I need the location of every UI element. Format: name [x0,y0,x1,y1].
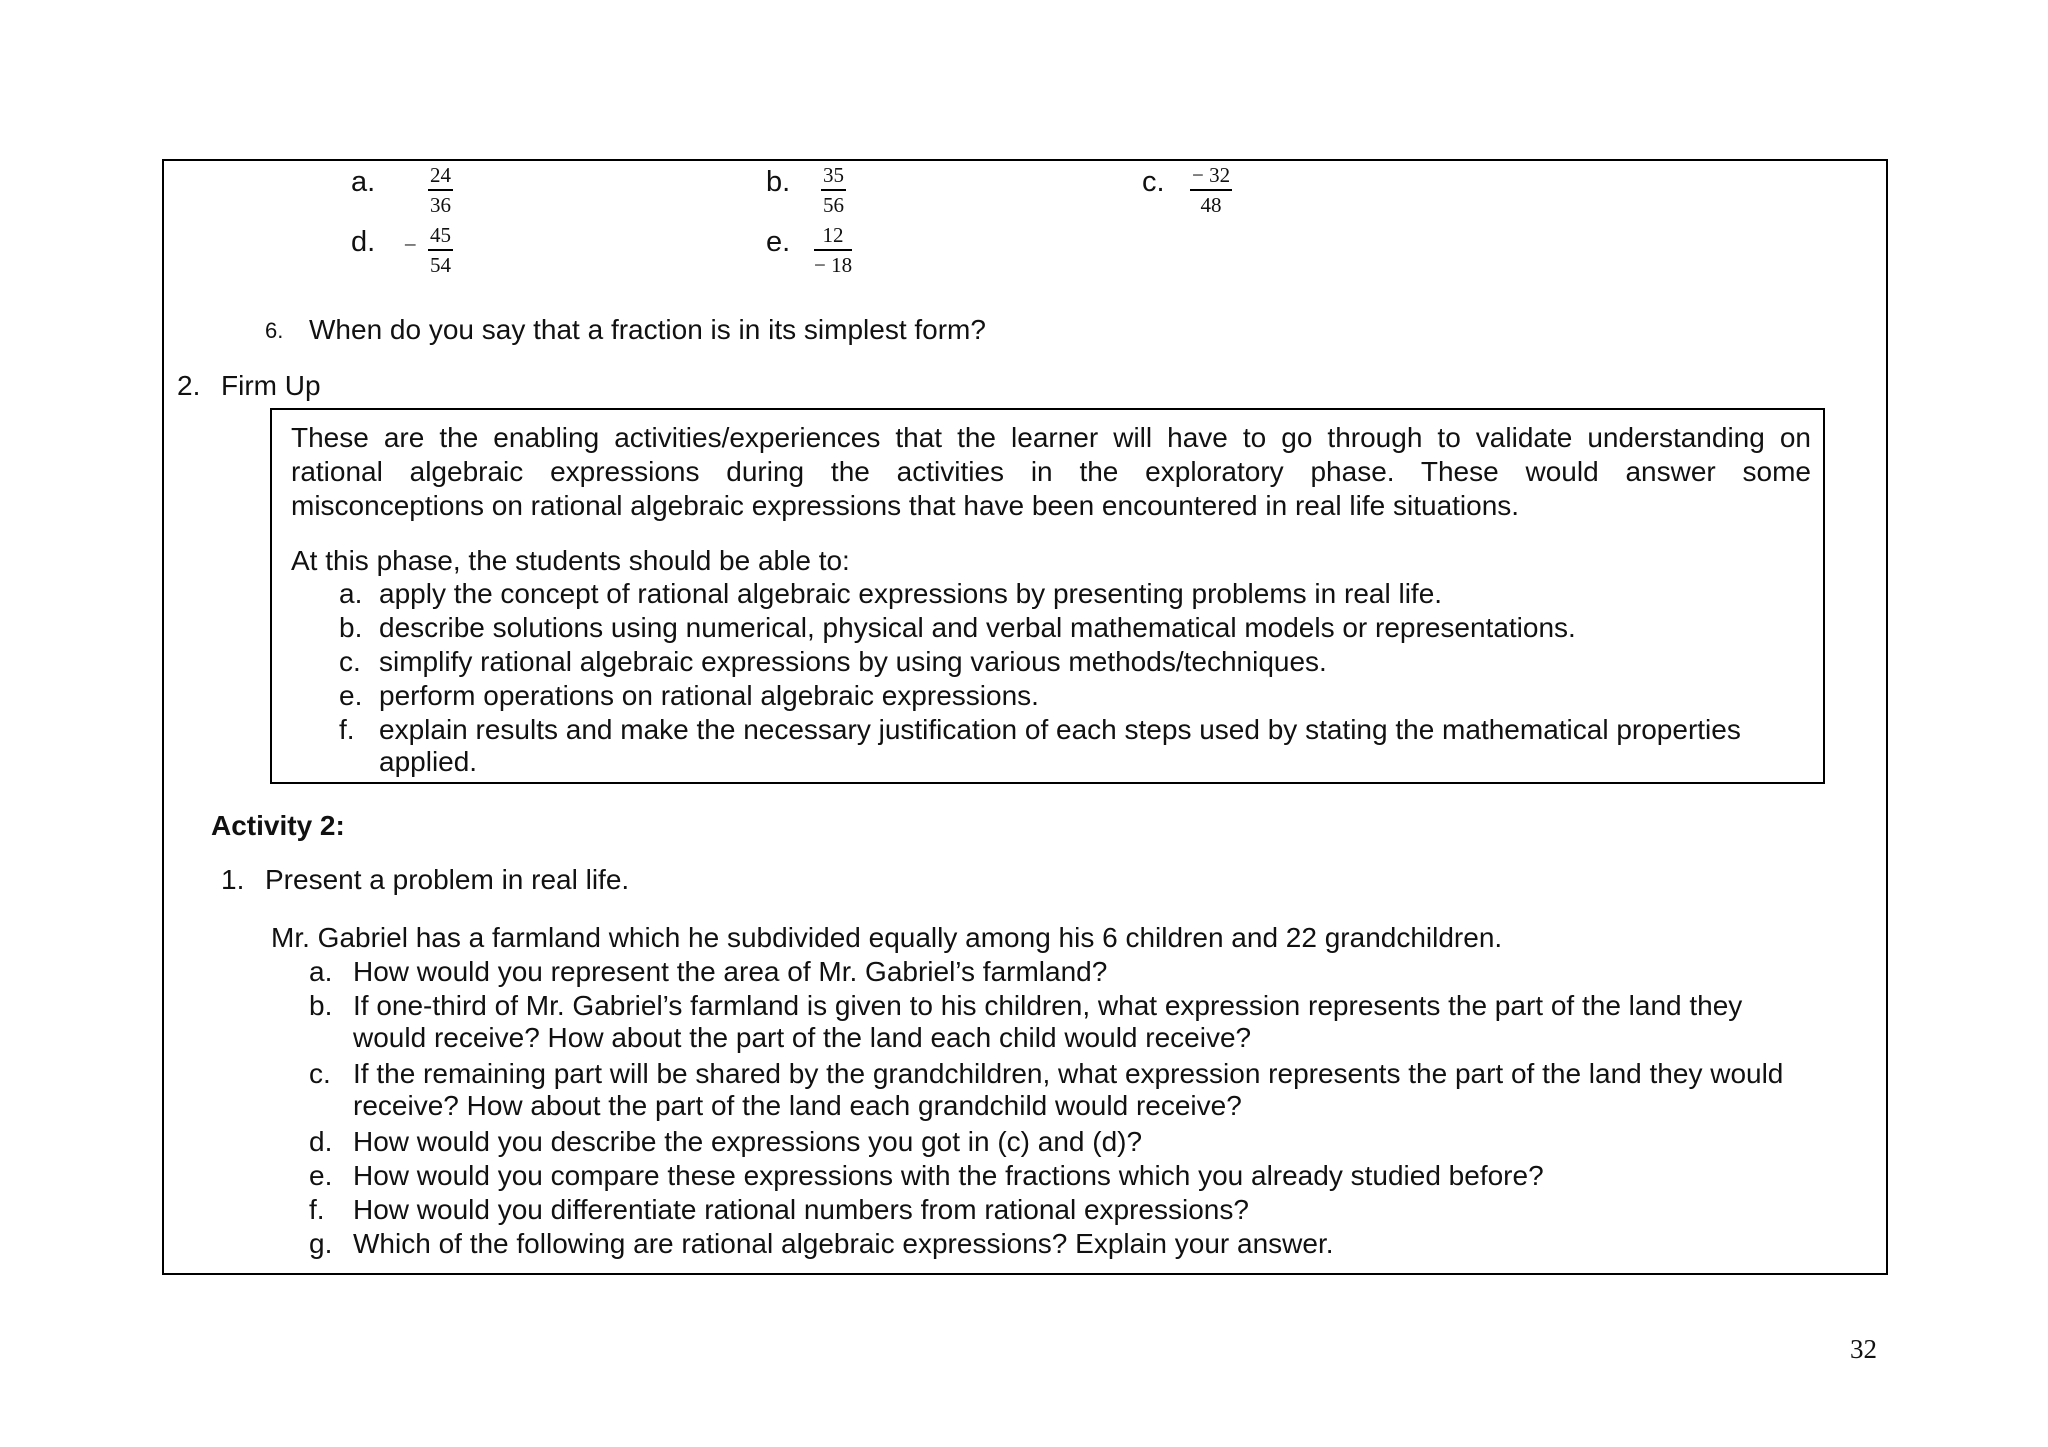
activity-step-text: Present a problem in real life. [265,864,630,895]
question-marker: c. [309,1058,331,1089]
fraction-a [428,165,453,216]
fraction-b-denominator: 56 [823,193,844,217]
fraction-b-numerator: 35 [821,165,846,191]
objective-text: explain results and make the necessary justification of each steps used by stating the mathematical properties [379,714,1741,745]
fraction-label-a: a. [351,166,376,198]
fraction-e-denominator: − 18 [814,253,853,277]
question-marker: e. [309,1160,333,1191]
objective-marker: e. [339,680,363,711]
question-text: If one-third of Mr. Gabriel’s farmland is given to his children, what expression represents the part of the land they [353,990,1743,1021]
question-marker: b. [309,990,333,1021]
question-6-text: When do you say that a fraction is in its simplest form? [309,314,986,345]
fraction-e-numerator: 12 [814,225,852,251]
question-marker: a. [309,956,333,987]
phase-lead: At this phase, the students should be able to: [291,545,850,576]
fraction-label-d: d. [351,226,376,258]
fraction-d-denominator: 54 [430,253,451,277]
objective-text: describe solutions using numerical, physical and verbal mathematical models or representations. [379,612,1576,643]
question-marker: g. [309,1228,333,1259]
objective-marker: f. [339,714,355,745]
fraction-e [814,225,852,276]
objective-marker: a. [339,578,363,609]
objective-text: perform operations on rational algebraic expressions. [379,680,1039,711]
fraction-label-c: c. [1142,166,1165,198]
question-text: If the remaining part will be shared by the grandchildren, what expression represents the part of the land they would [353,1058,1784,1089]
page-number: 32 [1850,1334,1877,1364]
fraction-c-numerator: − 32 [1190,165,1232,191]
question-text-continued: receive? How about the part of the land each grandchild would receive? [353,1090,1242,1121]
objective-text-continued: applied. [379,746,478,777]
question-text-continued: would receive? How about the part of the land each child would receive? [353,1022,1252,1053]
fraction-label-b: b. [766,166,791,198]
activity-step-number: 1. [221,864,245,895]
question-text: How would you represent the area of Mr. Gabriel’s farmland? [353,956,1108,987]
fraction-d-sign: – [405,231,416,255]
objective-text: apply the concept of rational algebraic expressions by presenting problems in real life. [379,578,1443,609]
fraction-a-denominator: 36 [430,193,451,217]
question-marker: d. [309,1126,333,1157]
question-text: How would you compare these expressions with the fractions which you already studied before? [353,1160,1544,1191]
question-text: How would you differentiate rational numbers from rational expressions? [353,1194,1249,1225]
question-text: How would you describe the expressions you got in (c) and (d)? [353,1126,1143,1157]
activity-title: Activity 2: [211,810,345,841]
intro-line: misconceptions on rational algebraic expressions that have been encountered in real life situations. [291,490,1520,521]
objective-marker: c. [339,646,361,677]
objective-text: simplify rational algebraic expressions by using various methods/techniques. [379,646,1327,677]
problem-statement: Mr. Gabriel has a farmland which he subdivided equally among his 6 children and 22 grandchildren. [271,922,1503,953]
fraction-c [1190,165,1232,216]
fraction-d-numerator: 45 [428,225,453,251]
objective-marker: b. [339,612,363,643]
fraction-c-denominator: 48 [1200,193,1222,217]
intro-line: rational algebraic expressions during the activities in the exploratory phase. These would answer some [291,456,1811,487]
fraction-d [428,225,453,276]
fraction-a-numerator: 24 [428,165,453,191]
intro-line: These are the enabling activities/experiences that the learner will have to go through to validate understanding on [291,422,1811,453]
question-text: Which of the following are rational algebraic expressions? Explain your answer. [353,1228,1334,1259]
question-6-number: 6. [265,318,284,343]
firm-up-title: Firm Up [221,370,321,401]
fraction-label-e: e. [766,226,791,258]
question-marker: f. [309,1194,325,1225]
firm-up-intro [291,421,1811,523]
firm-up-number: 2. [177,370,201,401]
fraction-b [821,165,846,216]
